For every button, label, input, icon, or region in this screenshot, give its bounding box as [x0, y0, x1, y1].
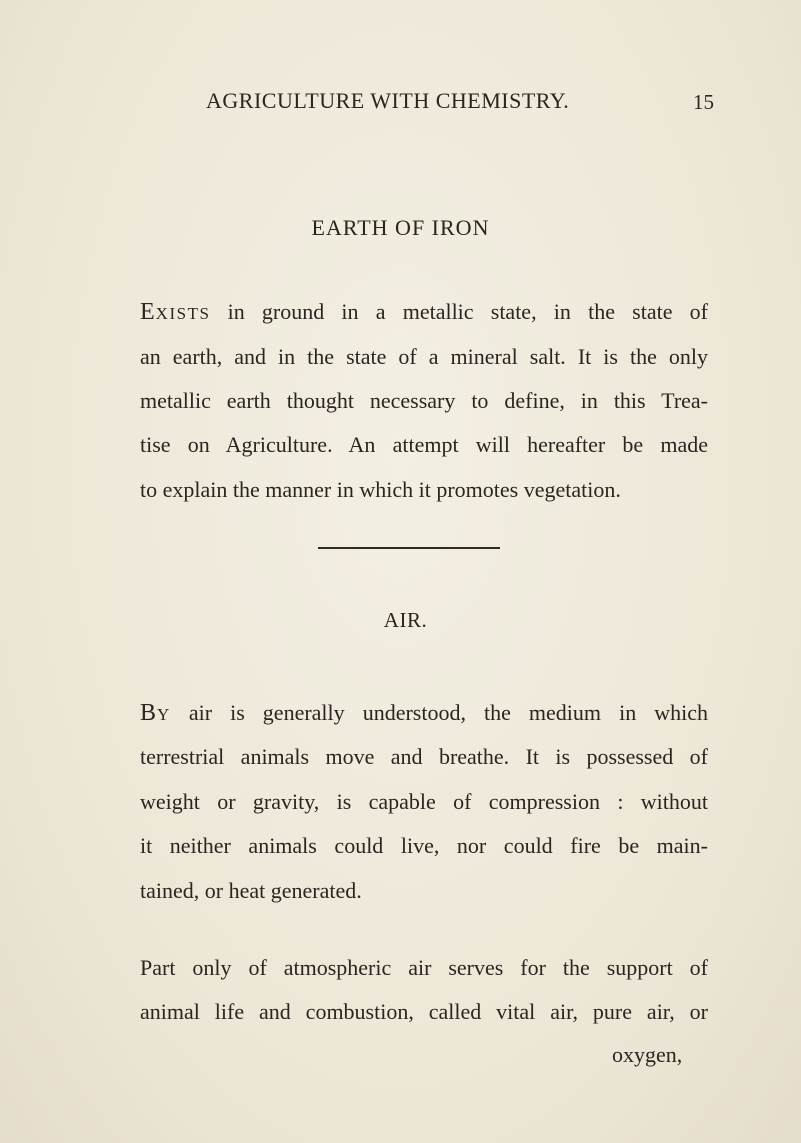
- drop-initial: E: [140, 299, 156, 325]
- section-heading-earth-of-iron: EARTH OF IRON: [311, 215, 490, 240]
- air-p1-line-1: [140, 698, 708, 728]
- iron-line-2: an earth, and in the state of a mineral salt. It is the only: [140, 344, 708, 369]
- running-head: [0, 88, 801, 120]
- iron-line-4: tise on Agriculture. An attempt will hereafter be made: [140, 432, 708, 457]
- iron-line-1: [140, 297, 708, 327]
- air-p2-line-1: Part only of atmospheric air serves for the support of: [140, 955, 708, 980]
- small-caps-word: XISTS: [155, 304, 211, 323]
- iron-line-5: to explain the manner in which it promotes vegetation.: [140, 477, 621, 502]
- air-p1-line-2: terrestrial animals move and breathe. It is possessed of: [140, 744, 708, 769]
- air-p2-line-2: animal life and combustion, called vital air, pure air, or: [140, 999, 708, 1024]
- section-heading-air: AIR.: [383, 608, 428, 632]
- section-divider-rule: [318, 547, 500, 549]
- small-caps-word: Y: [157, 705, 171, 724]
- running-title: AGRICULTURE WITH CHEMISTRY.: [206, 88, 570, 113]
- line-text: in ground in a metallic state, in the state of: [210, 299, 708, 324]
- line-text: air is generally understood, the medium in which: [170, 700, 708, 725]
- air-p1-line-3: weight or gravity, is capable of compression : without: [140, 789, 708, 814]
- iron-line-3: metallic earth thought necessary to define, in this Trea-: [140, 388, 708, 413]
- catchword: oxygen,: [612, 1042, 683, 1067]
- drop-initial: B: [140, 700, 158, 726]
- air-p1-line-5: tained, or heat generated.: [140, 878, 362, 903]
- air-p1-line-4: it neither animals could live, nor could fire be main-: [140, 833, 708, 858]
- page-number: 15: [693, 90, 714, 114]
